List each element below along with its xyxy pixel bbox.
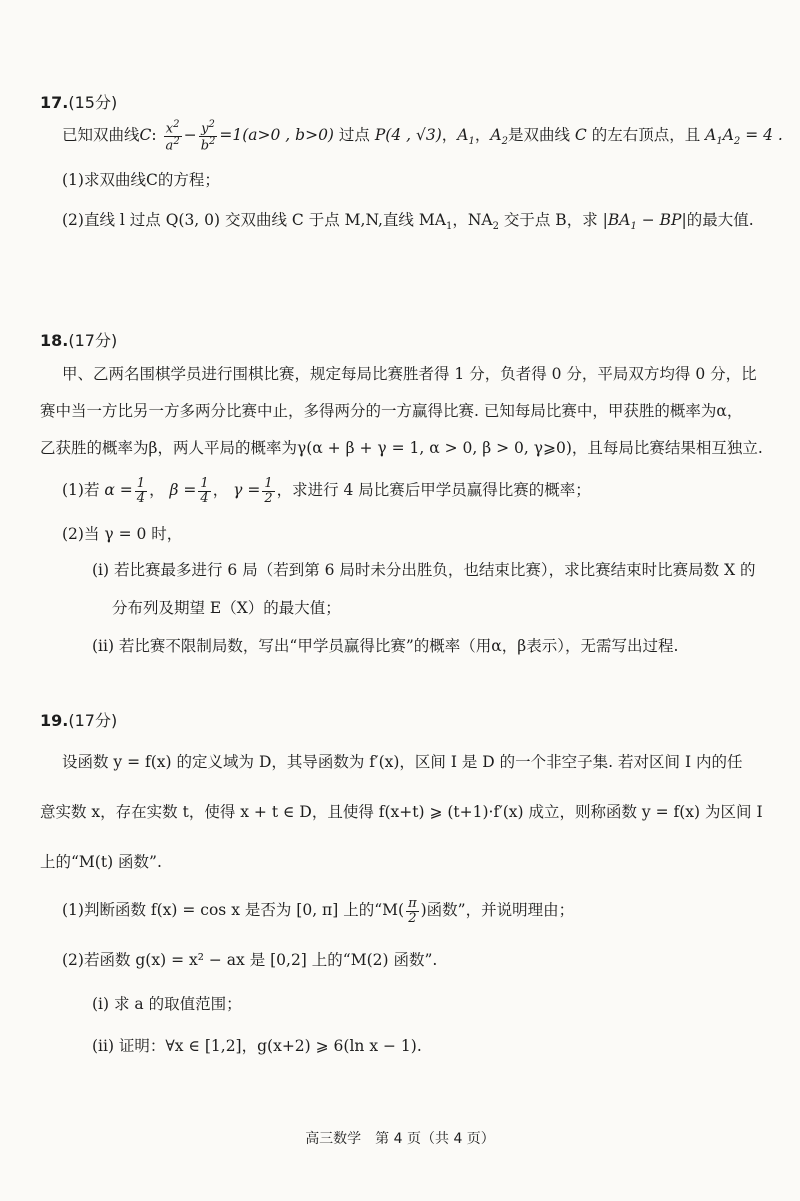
q18-part1: (1)若 α = $\frac{1}{4}$ ， β = $\frac{1}{4}$ ， γ = $\frac{1}{2}$ ，求进行 4 局比赛后甲学员赢得比赛的概率；: [62, 475, 591, 506]
q18-part1-text: (1)若: [62, 481, 100, 499]
page-footer: 高三数学 第 4 页（共 4 页）: [305, 1131, 495, 1147]
q18-heading: [40, 328, 117, 351]
q18-sub2: (ii) 若比赛不限制局数，写出“甲学员赢得比赛”的概率（用α，β表示），无需写出过程.: [92, 637, 679, 655]
q17-stem-text: 的左右顶点，且: [591, 126, 701, 144]
q18-part2: (2)当 γ = 0 时，: [62, 525, 183, 543]
q17-part2-text: (2)直线 l 过点 Q(3, 0) 交双曲线 C 于点 M,N,直线 MA: [62, 211, 446, 229]
q18-number: 18.: [40, 331, 69, 350]
q17-number: 17.: [40, 93, 69, 112]
q17-stem-text: 是双曲线: [507, 126, 570, 144]
q19-part1-text: )函数”，并说明理由；: [420, 901, 575, 919]
q18-points: (17分): [68, 331, 118, 350]
q19-part2: (2)若函数 g(x) = x² − ax 是 [0,2] 上的“M(2) 函数”.: [62, 951, 438, 969]
q18-sub1-line: 分布列及期望 E（X）的最大值；: [112, 599, 341, 617]
q17-part1: (1)求双曲线C的方程；: [62, 171, 220, 189]
q18-paragraph-line: 乙获胜的概率为β，两人平局的概率为γ(α + β + γ = 1, α > 0, β > 0, γ⩾0)，且每局比赛结果相互独立.: [40, 439, 763, 457]
q17-part2-text: 的最大值.: [686, 211, 754, 229]
q17-stem-text: 已知双曲线: [62, 126, 140, 144]
q17-part2-text: ，NA: [452, 211, 493, 229]
q17-stem-text: ，: [441, 126, 458, 144]
q17-stem: 已知双曲线C: $\frac{x^2}{a^2}$ − $\frac{y^2}{b^2}$ =1(a>0 , b>0) 过点 P(4 , √3)，$A_1$，$A_2$是双曲线 C 的左右顶点，且 $A_1A_2 = 4$ .: [62, 118, 783, 153]
q18-part1-text: ，求进行 4 局比赛后甲学员赢得比赛的概率；: [276, 481, 591, 499]
q19-paragraph-line: 设函数 y = f(x) 的定义域为 D，其导函数为 f′(x)，区间 I 是 D 的一个非空子集. 若对区间 I 内的任: [62, 753, 743, 771]
q19-sub1: (i) 求 a 的取值范围；: [92, 995, 242, 1013]
q18-paragraph-line: 甲、乙两名围棋学员进行围棋比赛，规定每局比赛胜者得 1 分，负者得 0 分，平局双方均得 0 分，比: [62, 365, 757, 383]
q17-stem-text: 过点: [338, 126, 370, 144]
q17-part2-text: 交于点 B，求: [498, 211, 598, 229]
q18-paragraph-line: 赛中当一方比另一方多两分比赛中止，多得两分的一方赢得比赛. 已知每局比赛中，甲获胜的概率为α，: [40, 402, 743, 420]
q19-part1: (1)判断函数 f(x) = cos x 是否为 [0, π] 上的“M( $\frac{\pi}{2}$ )函数”，并说明理由；: [62, 895, 575, 926]
q17-part2: (2)直线 l 过点 Q(3, 0) 交双曲线 C 于点 M,N,直线 $MA_1$，$NA_2$ 交于点 B，求 $|BA_1 - BP|$的最大值.: [62, 211, 754, 233]
q19-part1-text: (1)判断函数 f(x) = cos x 是否为 [0, π] 上的“M(: [62, 901, 405, 919]
q18-sub1-line: (i) 若比赛最多进行 6 局（若到第 6 局时未分出胜负，也结束比赛），求比赛结束时比赛局数 X 的: [92, 561, 756, 579]
q19-sub2: (ii) 证明：∀x ∈ [1,2]，g(x+2) ⩾ 6(ln x − 1).: [92, 1037, 422, 1055]
q19-paragraph-line: 上的“M(t) 函数”.: [40, 853, 162, 871]
q19-paragraph-line: 意实数 x，存在实数 t，使得 x + t ∈ D，且使得 f(x+t) ⩾ (t+1)·f′(x) 成立，则称函数 y = f(x) 为区间 I: [40, 803, 763, 821]
q19-heading: [40, 708, 117, 731]
q17-heading: [40, 90, 117, 113]
q17-points: (15分): [68, 93, 118, 112]
q19-number: 19.: [40, 711, 69, 730]
q19-points: (17分): [68, 711, 118, 730]
